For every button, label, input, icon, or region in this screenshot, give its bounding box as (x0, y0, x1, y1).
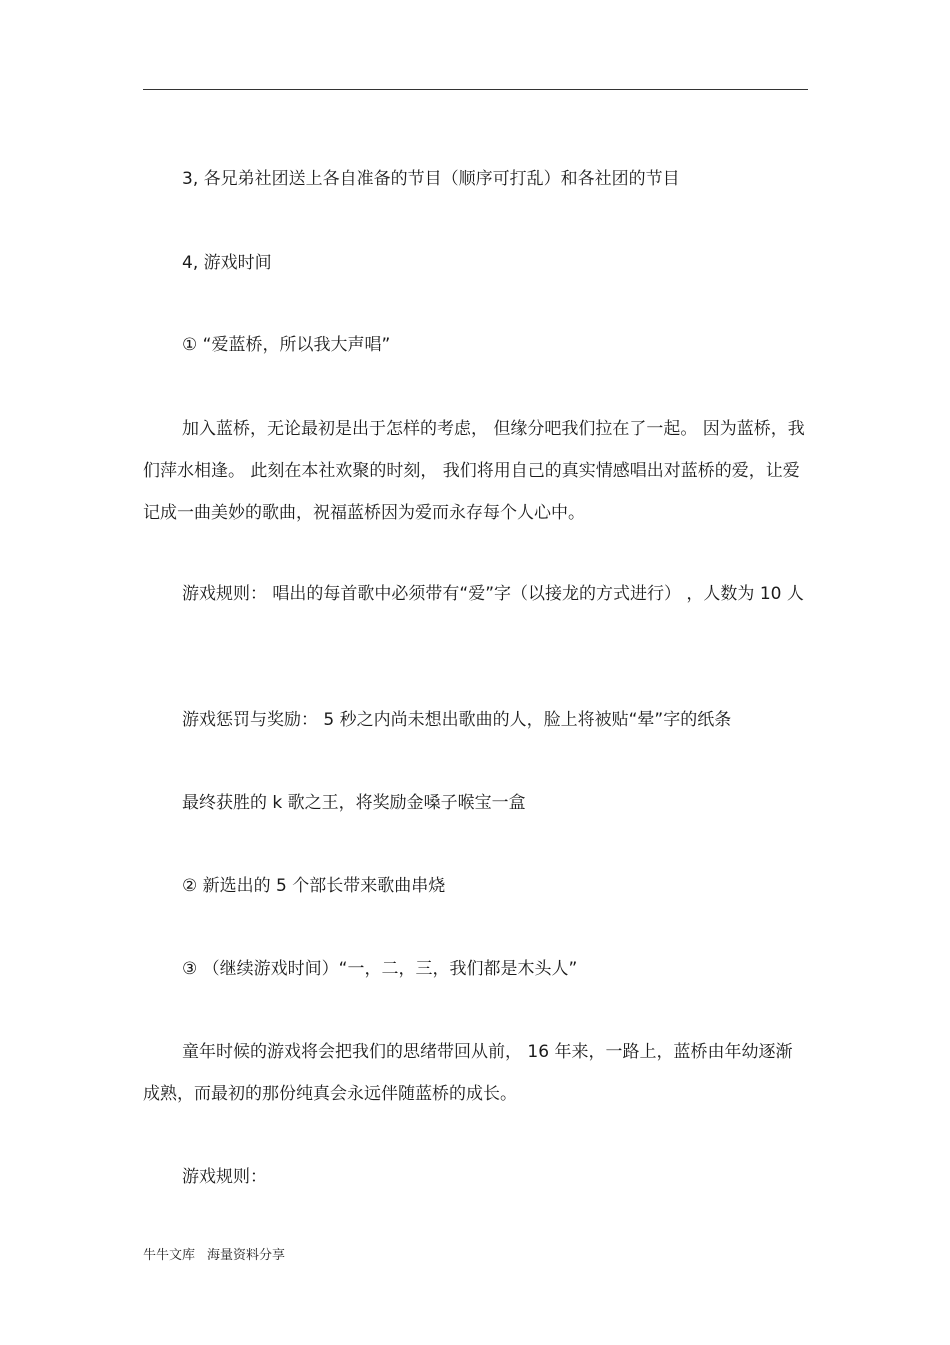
item-4-paragraph: 4, 游戏时间 (182, 253, 272, 273)
item-3-paragraph: 3, 各兄弟社团送上各自准备的节目（顺序可打乱）和各社团的节目 (182, 169, 680, 189)
game-1-description: 加入蓝桥，无论最初是出于怎样的考虑， 但缘分吧我们拉在了一起。 因为蓝桥，我们萍水相逢。 此刻在本社欢聚的时刻， 我们将用自己的真实情感唱出对蓝桥的爱，让爱记成一曲美妙的歌曲，祝福蓝桥因为爱而永存每个人心中。 (143, 419, 805, 523)
game-1-heading: ① “爱蓝桥，所以我大声唱” (182, 335, 391, 355)
item-2-medley: ② 新选出的 5 个部长带来歌曲串烧 (182, 876, 446, 896)
footer-tagline: 海量资料分享 (207, 1248, 286, 1263)
page-footer (143, 1246, 285, 1266)
game-3-heading: ③ （继续游戏时间）“一，二，三，我们都是木头人” (182, 959, 578, 979)
game-1-penalty-reward: 游戏惩罚与奖励： 5 秒之内尚未想出歌曲的人，脸上将被贴“晕”字的纸条 (182, 710, 732, 730)
game-1-rules: 游戏规则： 唱出的每首歌中必须带有“爱”字（以接龙的方式进行） ，人数为 10 人 (182, 584, 804, 604)
game-3-rules: 游戏规则： (182, 1167, 267, 1187)
header-rule (143, 89, 808, 90)
game-3-description: 童年时候的游戏将会把我们的思绪带回从前， 16 年来，一路上，蓝桥由年幼逐渐成熟，而最初的那份纯真会永远伴随蓝桥的成长。 (143, 1042, 793, 1104)
footer-brand: 牛牛文库 (143, 1248, 196, 1263)
game-1-final-prize: 最终获胜的 k 歌之王，将奖励金嗓子喉宝一盒 (182, 793, 526, 813)
